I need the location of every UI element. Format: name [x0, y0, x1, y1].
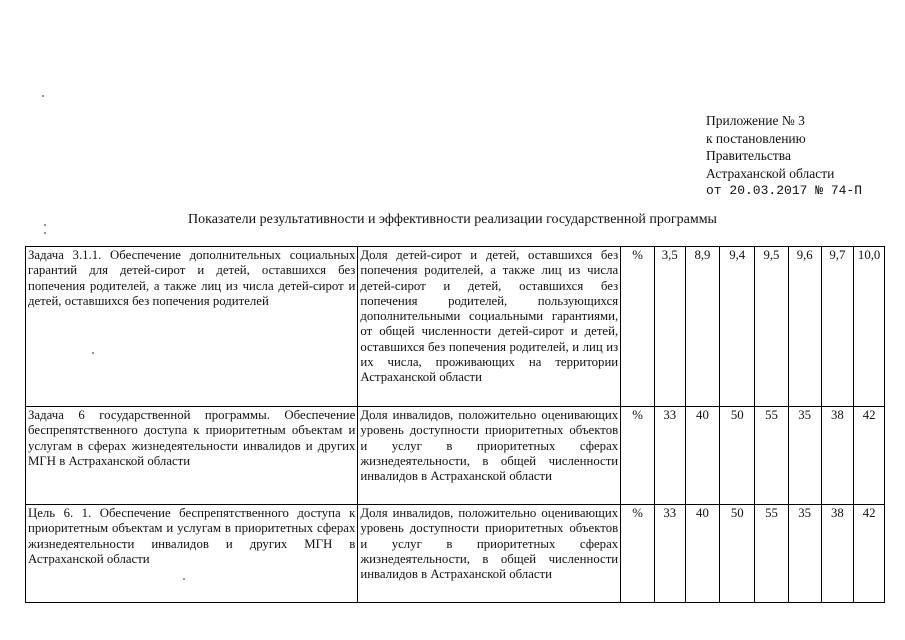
value-cell: 35: [788, 505, 821, 603]
value-cell: 50: [720, 407, 755, 505]
appendix-block: [706, 112, 862, 200]
indicator-cell: Доля инвалидов, положительно оценивающих уровень доступности приоритетных объектов и услуг в приоритетных сферах жизнедеятельности, в общей численности инвалидов в Астраханской области: [358, 505, 621, 603]
unit-cell: %: [621, 247, 655, 407]
goal-cell: Задача 3.1.1. Обеспечение дополнительных социальных гарантий для детей-сирот и детей, оставшихся без попечения родителей, а также лиц из числа детей-сирот и детей, оставшихся без попечения родителей: [26, 247, 358, 407]
indicators-table: [25, 246, 885, 603]
value-cell: 40: [685, 407, 720, 505]
table-row: [26, 407, 885, 505]
scan-speck: [44, 232, 46, 234]
value-cell: 38: [821, 407, 854, 505]
unit-cell: %: [621, 505, 655, 603]
scan-speck: [183, 578, 185, 580]
value-cell: 55: [755, 407, 789, 505]
value-cell: 50: [720, 505, 755, 603]
value-cell: 42: [854, 505, 885, 603]
unit-cell: %: [621, 407, 655, 505]
table-row: [26, 247, 885, 407]
value-cell: 9,7: [821, 247, 854, 407]
goal-cell: Цель 6. 1. Обеспечение беспрепятственного доступа к приоритетным объектам и услугам в приоритетных сферах жизнедеятельности инвалидов и других МГН в Астраханской области: [26, 505, 358, 603]
scan-speck: [44, 224, 46, 226]
appendix-line: Правительства: [706, 148, 791, 163]
scan-speck: [42, 95, 44, 97]
value-cell: 55: [755, 505, 789, 603]
appendix-line: к постановлению: [706, 130, 806, 146]
value-cell: 9,6: [788, 247, 821, 407]
value-cell: 33: [654, 505, 685, 603]
indicator-cell: Доля инвалидов, положительно оценивающих уровень доступности приоритетных объектов и услуг в приоритетных сферах жизнедеятельности, в общей численности инвалидов в Астраханской области: [358, 407, 621, 505]
value-cell: 10,0: [854, 247, 885, 407]
value-cell: 40: [685, 505, 720, 603]
table-row: [26, 505, 885, 603]
value-cell: 38: [821, 505, 854, 603]
document-title: Показатели результативности и эффективности реализации государственной программы: [188, 212, 717, 227]
value-cell: 33: [654, 407, 685, 505]
appendix-line: Приложение № 3: [706, 113, 805, 128]
indicator-cell: Доля детей-сирот и детей, оставшихся без попечения родителей, а также лиц из числа детей-сирот и детей, оставшихся без попечения родителей, пользующихся дополнительными социальными гарантиями, от общей численности детей-сирот и детей, оставшихся без попечения родителей, и лиц из их числа, проживающих на территории Астраханской области: [358, 247, 621, 407]
value-cell: 3,5: [654, 247, 685, 407]
value-cell: 42: [854, 407, 885, 505]
appendix-line: Астраханской области: [706, 165, 835, 181]
value-cell: 9,4: [720, 247, 755, 407]
value-cell: 8,9: [685, 247, 720, 407]
resolution-date-number: от 20.03.2017 № 74-П: [706, 183, 863, 198]
value-cell: 35: [788, 407, 821, 505]
value-cell: 9,5: [755, 247, 789, 407]
scan-speck: [92, 352, 94, 354]
goal-cell: Задача 6 государственной программы. Обеспечение беспрепятственного доступа к приоритетным объектам и услугам в сферах жизнедеятельности инвалидов и других МГН в Астраханской области: [26, 407, 358, 505]
